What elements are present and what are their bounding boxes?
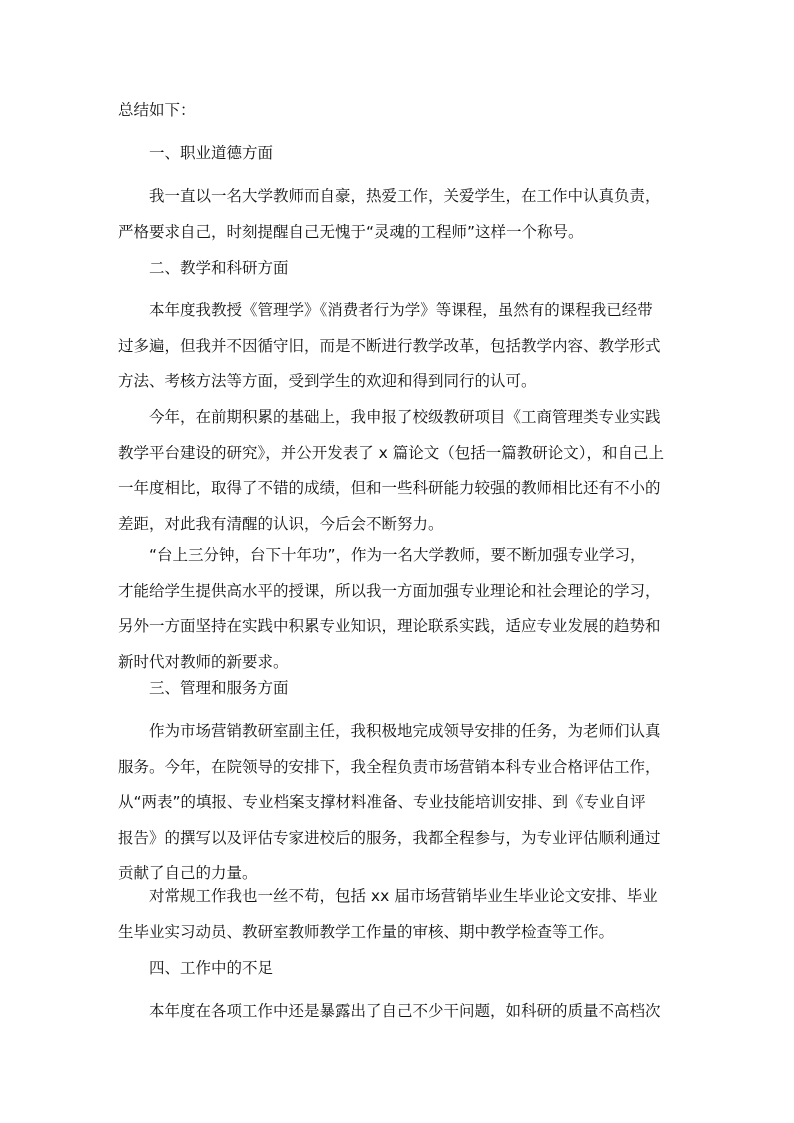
section-heading-teaching: [118, 251, 683, 287]
paragraph-research: [118, 400, 683, 542]
section-heading-shortcomings: [118, 951, 683, 987]
text-line: 另外一方面坚持在实践中积累专业知识，理论联系实践，适应专业发展的趋势和: [118, 617, 661, 635]
paragraph-service: [118, 714, 683, 892]
text-line: 本年度我教授《管理学》《消费者行为学》等课程，虽然有的课程我已经带: [149, 301, 653, 319]
intro-paragraph: [118, 93, 683, 129]
paragraph-ethics: [118, 179, 683, 250]
text-line: 对常规工作我也一丝不苟，包括 xx 届市场营销毕业生毕业论文安排、毕业: [149, 887, 658, 905]
text-line: 差距，对此我有清醒的认识，今后会不断努力。: [118, 514, 444, 533]
paragraph-routine: [118, 879, 683, 950]
section-heading-management: [118, 671, 683, 707]
text-line: 今年，在前期积累的基础上，我申报了校级教研项目《工商管理类专业实践: [149, 408, 661, 426]
text-line: 新时代对教师的新要求。: [118, 652, 289, 671]
text-line: “台上三分钟，台下十年功”，作为一名大学教师，要不断加强专业学习，: [149, 546, 646, 564]
paragraph-courses: [118, 293, 683, 400]
text-line: 贡献了自己的力量。: [118, 864, 258, 882]
text-line: 教学平台建设的研究》，并公开发表了 x 篇论文（包括一篇教研论文），和自己上: [118, 443, 665, 462]
section-heading: 四、工作中的不足: [149, 959, 274, 977]
text-line: 我一直以一名大学教师而自豪，热爱工作，关爱学生，在工作中认真负责，: [149, 187, 661, 205]
text-line: 报告》的撰写以及评估专家进校后的服务，我都全程参与，为专业评估顺利通过: [118, 828, 661, 847]
paragraph-shortcomings: [118, 994, 683, 1030]
text-line: 生毕业实习动员、教研室教师教学工作量的审核、期中教学检查等工作。: [118, 922, 615, 941]
text-line: 本年度在各项工作中还是暴露出了自己不少干问题，如科研的质量不高档次: [149, 1002, 661, 1020]
text-line: 才能给学生提供高水平的授课，所以我一方面加强专业理论和社会理论的学习，: [118, 581, 661, 600]
section-heading: 二、教学和科研方面: [149, 259, 289, 277]
paragraph-study: [118, 538, 683, 680]
section-heading: 三、管理和服务方面: [149, 679, 289, 697]
section-heading-ethics: [118, 136, 683, 172]
text-line: 作为市场营销教研室副主任，我积极地完成领导安排的任务，为老师们认真: [149, 722, 661, 740]
text-line: 总结如下：: [118, 101, 196, 119]
text-line: 严格要求自己，时刻提醒自己无愧于“灵魂的工程师”这样一个称号。: [118, 222, 584, 241]
text-line: 服务。今年，在院领导的安排下，我全程负责市场营销本科专业合格评估工作，: [118, 757, 661, 776]
section-heading: 一、职业道德方面: [149, 144, 274, 162]
text-line: 一年度相比，取得了不错的成绩，但和一些科研能力较强的教师相比还有不小的: [118, 479, 661, 497]
text-line: 过多遍，但我并不因循守旧，而是不断进行教学改革，包括教学内容、教学形式: [118, 336, 661, 355]
text-line: 从“两表”的填报、专业档案支撑材料准备、专业技能培训安排、到《专业自评: [118, 793, 646, 811]
text-line: 方法、考核方法等方面，受到学生的欢迎和得到同行的认可。: [118, 372, 537, 390]
